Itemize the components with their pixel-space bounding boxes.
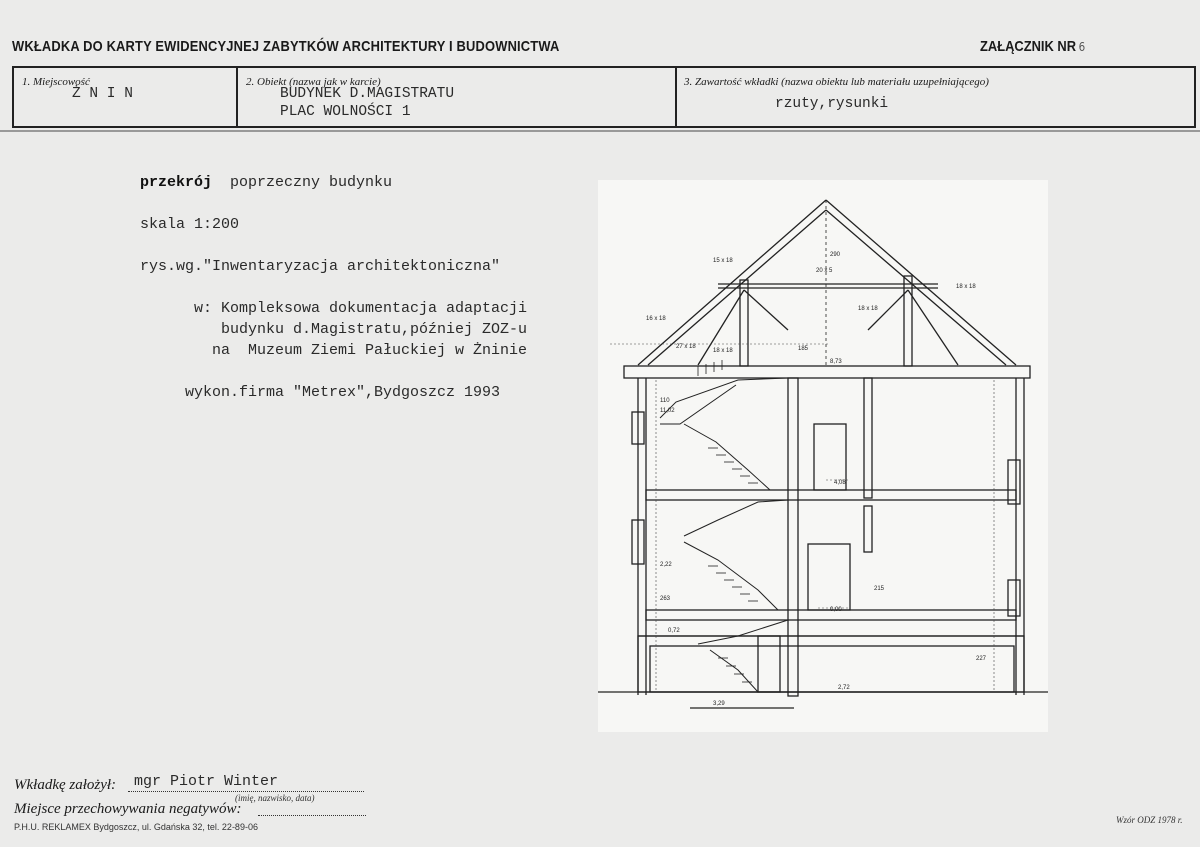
dim-label: 2,72 (838, 685, 850, 691)
dim-label: 227 (976, 656, 987, 662)
storage-label: Miejsce przechowywania negatywów: (14, 801, 242, 817)
dim-label: 16 x 18 (646, 316, 666, 322)
dim-label: 290 (830, 252, 841, 258)
locality-label: 1. Miejscowość (22, 76, 90, 88)
content-value: rzuty,rysunki (775, 96, 889, 112)
dim-label: 8,73 (830, 359, 842, 365)
founder-label: Wkładkę założył: (14, 777, 117, 793)
founder-hint: (imię, nazwisko, data) (235, 793, 315, 803)
dim-label: 110 (660, 398, 670, 404)
cross-section-svg (598, 180, 1048, 732)
dim-label: 11,02 (660, 408, 675, 414)
dim-label: 2,22 (660, 562, 672, 568)
desc-line-1: poprzeczny budynku (212, 174, 393, 191)
cross-section-drawing (598, 180, 1048, 732)
object-line-2: PLAC WOLNOŚCI 1 (280, 104, 411, 120)
desc-scale: skala 1:200 (140, 216, 240, 233)
dim-label: 0,00 (830, 607, 842, 613)
desc-title: przekrój (140, 174, 213, 191)
printer-info: P.H.U. REKLAMEX Bydgoszcz, ul. Gdańska 32, tel. 22-89-06 (14, 822, 258, 832)
fields-box (12, 66, 1196, 128)
dim-label: 27 x 18 (676, 344, 696, 350)
desc-author: wykon.firma "Metrex",Bydgoszcz 1993 (140, 384, 501, 401)
object-label: 2. Obiekt (nazwa jak w karcie) (246, 76, 381, 88)
dim-label: 263 (660, 596, 671, 602)
field-divider-1 (236, 66, 238, 128)
locality-value: Ż N I N (72, 86, 133, 102)
dim-label: 15 x 18 (713, 258, 733, 264)
founder-dotted-line (128, 790, 364, 792)
annex-label-text: ZAŁĄCZNIK NR (980, 38, 1077, 55)
dim-label: 0,72 (668, 628, 680, 634)
dim-label: 18 x 18 (858, 306, 878, 312)
annex-number: 6 (1078, 40, 1086, 54)
dim-label: 215 (874, 586, 885, 592)
object-line-1: BUDYNEK D.MAGISTRATU (280, 86, 455, 102)
dim-label: 20 x 5 (816, 268, 833, 274)
desc-source: rys.wg."Inwentaryzacja architektoniczna" (140, 258, 501, 275)
desc-line-6: na Muzeum Ziemi Pałuckiej w Żninie (140, 342, 528, 359)
storage-dotted-line (258, 814, 366, 816)
section-rule (0, 130, 1200, 132)
dim-label: 18 x 18 (713, 348, 733, 354)
form-model: Wzór ODZ 1978 r. (1116, 815, 1183, 825)
annex-label (980, 38, 1085, 55)
desc-line-5: budynku d.Magistratu,później ZOZ-u (140, 321, 528, 338)
drawing-description (140, 172, 527, 403)
dim-label: 18 x 18 (956, 284, 976, 290)
desc-line-4: w: Kompleksowa dokumentacja adaptacji (140, 300, 528, 317)
dim-label: 185 (798, 346, 809, 352)
dim-label: 4,08 (834, 480, 846, 486)
field-divider-2 (675, 66, 677, 128)
content-label: 3. Zawartość wkładki (nazwa obiektu lub materiału uzupełniającego) (684, 76, 989, 88)
founder-value: mgr Piotr Winter (134, 773, 279, 790)
form-title: WKŁADKA DO KARTY EWIDENCYJNEJ ZABYTKÓW ARCHITEKTURY I BUDOWNICTWA (12, 38, 560, 55)
dim-label: 3,29 (713, 701, 725, 707)
